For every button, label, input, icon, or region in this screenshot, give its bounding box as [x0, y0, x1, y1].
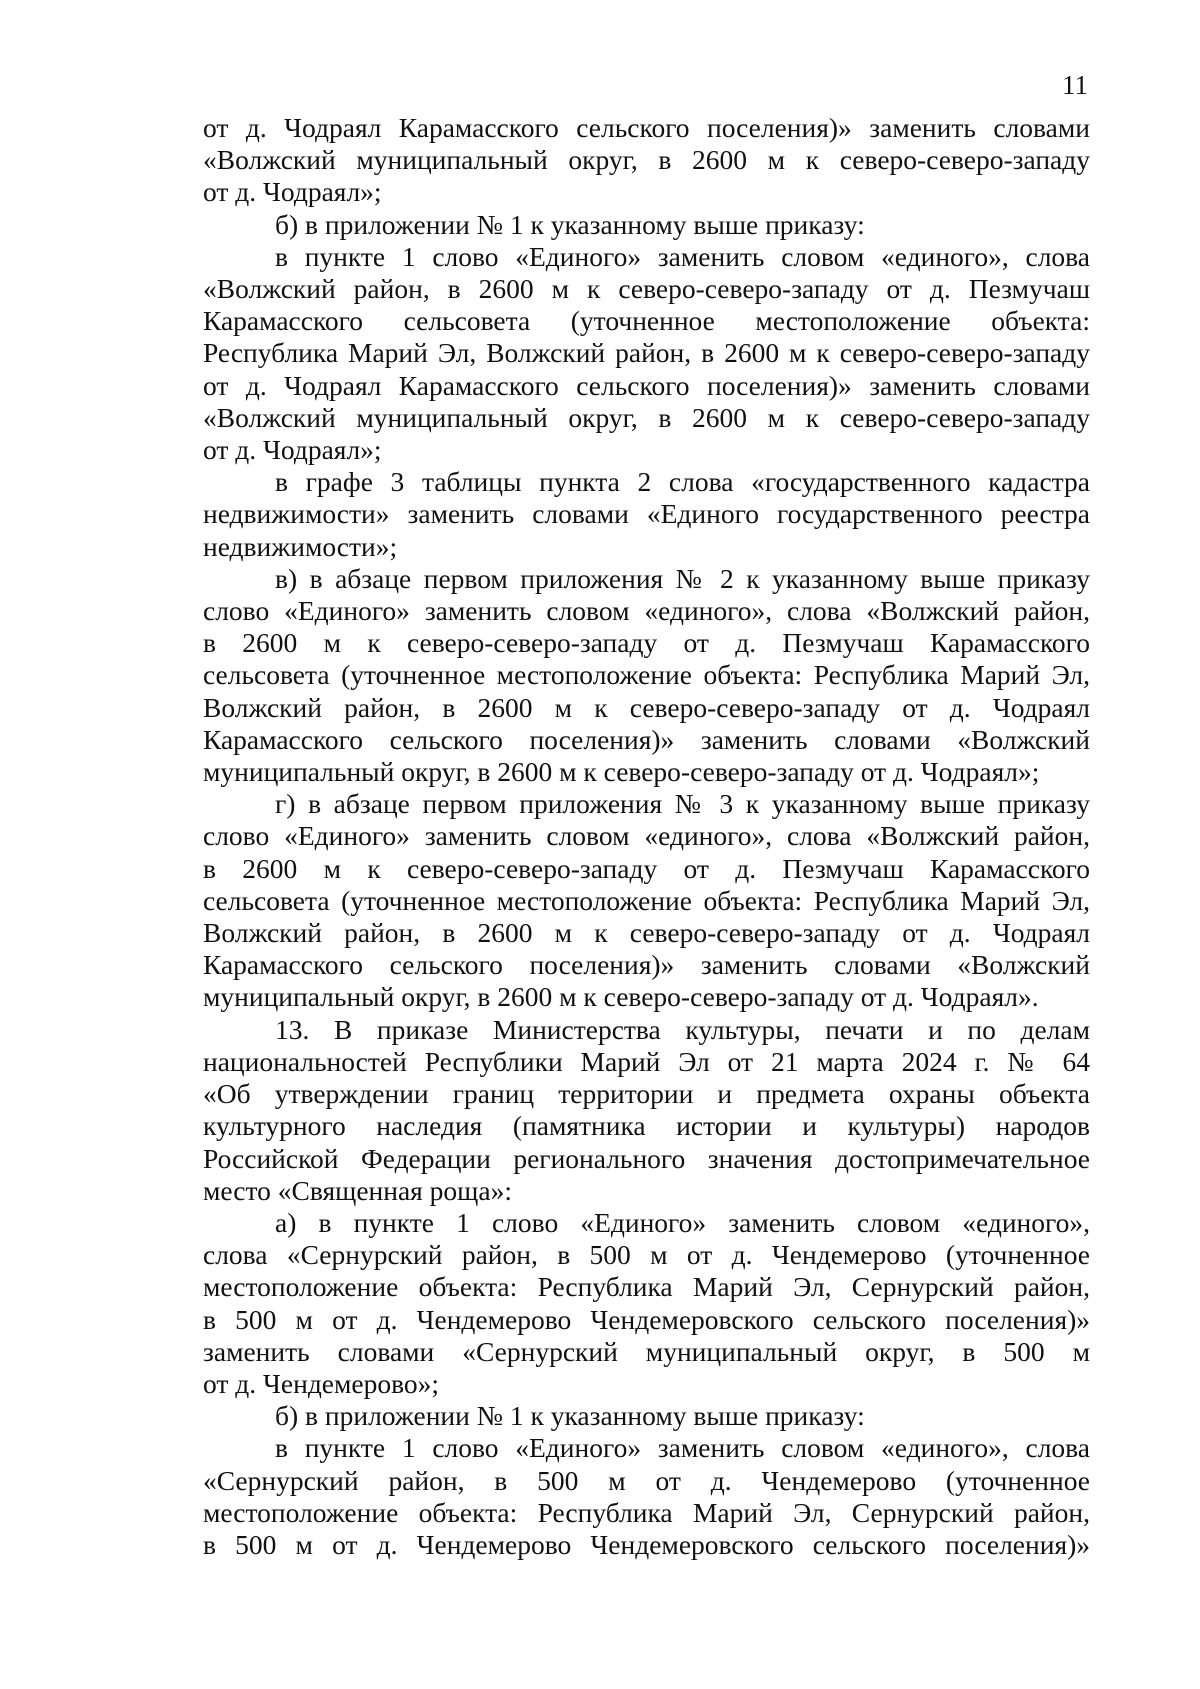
text-line: от д. Чендемерово»; — [203, 1367, 440, 1399]
text-line: в 500 м от д. Чендемерово Чендемеровского сельского поселения)» — [203, 1303, 1090, 1335]
text-line: от д. Чодраял Карамасского сельского поселения)» заменить словами — [203, 112, 1090, 143]
text-line: недвижимости» заменить словами «Единого государственного реестра — [203, 498, 1090, 530]
text-line: б) в приложении № 1 к указанному выше приказу: — [275, 208, 865, 240]
text-line: Карамасского сельсовета (уточненное местоположение объекта: — [203, 305, 1090, 337]
text-line: недвижимости»; — [203, 530, 398, 562]
text-line: «Сернурский район, в 500 м от д. Чендемерово (уточненное — [203, 1464, 1090, 1496]
text-line: в графе 3 таблицы пункта 2 слова «государственного кадастра — [275, 466, 1090, 498]
text-line: муниципальный округ, в 2600 м к северо-северо-западу от д. Чодраял»; — [203, 756, 1040, 788]
text-line: Карамасского сельского поселения)» заменить словами «Волжский — [203, 949, 1090, 981]
text-line: национальностей Республики Марий Эл от 21 марта 2024 г. № 64 — [203, 1045, 1090, 1077]
text-line: 13. В приказе Министерства культуры, печати и по делам — [275, 1013, 1090, 1045]
text-line: в пункте 1 слово «Единого» заменить словом «единого», слова — [275, 240, 1090, 272]
text-line: б) в приложении № 1 к указанному выше приказу: — [275, 1400, 865, 1432]
text-line: муниципальный округ, в 2600 м к северо-северо-западу от д. Чодраял». — [203, 981, 1039, 1013]
text-line: в 2600 м к северо-северо-западу от д. Пезмучаш Карамасского — [203, 852, 1090, 884]
text-line: заменить словами «Сернурский муниципальный округ, в 500 м — [203, 1335, 1090, 1367]
text-line: место «Священная роща»: — [203, 1174, 512, 1206]
page-number: 11 — [1062, 70, 1088, 100]
text-line: слова «Сернурский район, в 500 м от д. Чендемерово (уточненное — [203, 1239, 1090, 1271]
text-line: от д. Чодраял»; — [203, 434, 382, 466]
text-line: в 2600 м к северо-северо-западу от д. Пезмучаш Карамасского — [203, 627, 1090, 659]
text-line: в 500 м от д. Чендемерово Чендемеровского сельского поселения)» — [203, 1528, 1090, 1560]
text-line: слово «Единого» заменить словом «единого», слова «Волжский район, — [203, 820, 1090, 852]
text-line: слово «Единого» заменить словом «единого», слова «Волжский район, — [203, 595, 1090, 627]
text-line: «Волжский муниципальный округ, в 2600 м к северо-северо-западу — [203, 144, 1090, 176]
text-line: в) в абзаце первом приложения № 2 к указанному выше приказу — [275, 562, 1090, 594]
text-line: Карамасского сельского поселения)» заменить словами «Волжский — [203, 723, 1090, 755]
text-line: Республика Марий Эл, Волжский район, в 2600 м к северо-северо-западу — [203, 337, 1090, 369]
text-line: местоположение объекта: Республика Марий Эл, Сернурский район, — [203, 1496, 1090, 1528]
text-line: г) в абзаце первом приложения № 3 к указанному выше приказу — [275, 788, 1090, 820]
text-line: сельсовета (уточненное местоположение объекта: Республика Марий Эл, — [203, 884, 1090, 916]
text-line: культурного наследия (памятника истории и культуры) народов — [203, 1110, 1090, 1142]
text-line: а) в пункте 1 слово «Единого» заменить словом «единого», — [275, 1206, 1090, 1238]
text-line: Волжский район, в 2600 м к северо-северо-западу от д. Чодраял — [203, 917, 1090, 949]
text-line: «Волжский район, в 2600 м к северо-северо-западу от д. Пезмучаш — [203, 273, 1090, 305]
text-line: сельсовета (уточненное местоположение объекта: Республика Марий Эл, — [203, 659, 1090, 691]
text-line: «Волжский муниципальный округ, в 2600 м к северо-северо-западу — [203, 401, 1090, 433]
text-line: от д. Чодраял»; — [203, 176, 382, 208]
text-line: «Об утверждении границ территории и предмета охраны объекта — [203, 1078, 1090, 1110]
text-line: Волжский район, в 2600 м к северо-северо-западу от д. Чодраял — [203, 691, 1090, 723]
text-line: местоположение объекта: Республика Марий Эл, Сернурский район, — [203, 1271, 1090, 1303]
text-line: в пункте 1 слово «Единого» заменить словом «единого», слова — [275, 1432, 1090, 1464]
document-body — [203, 112, 1090, 1561]
text-line: от д. Чодраял Карамасского сельского поселения)» заменить словами — [203, 369, 1090, 401]
text-line: Российской Федерации регионального значения достопримечательное — [203, 1142, 1090, 1174]
